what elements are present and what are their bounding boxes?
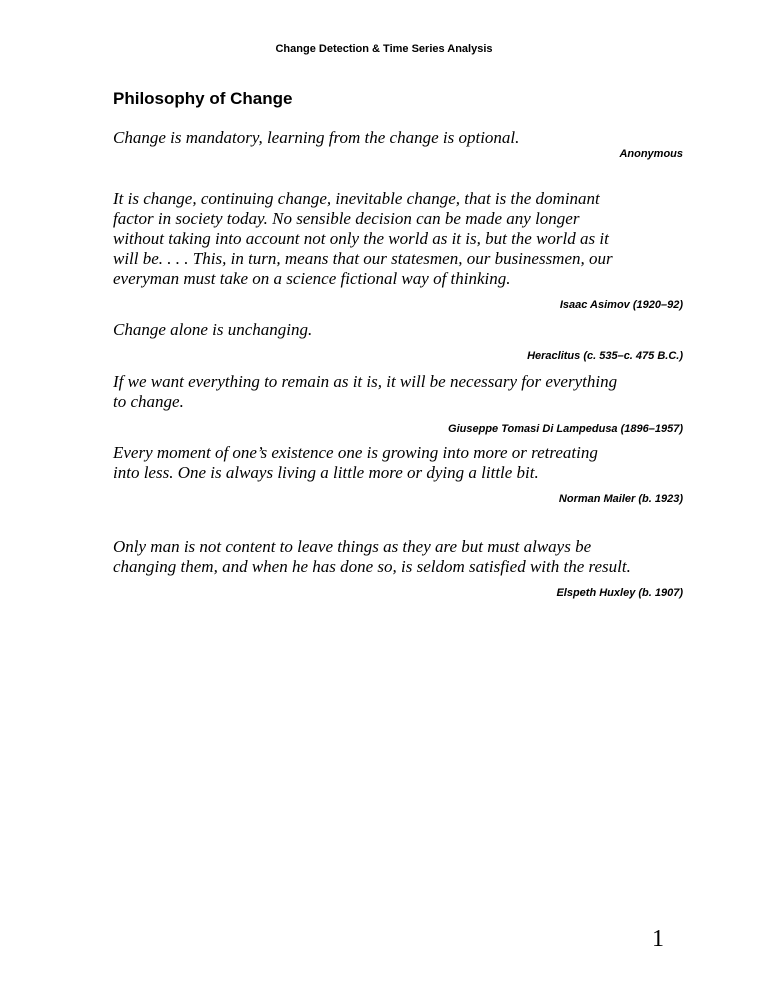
quote-1	[113, 128, 519, 148]
quote-author: Giuseppe Tomasi Di Lampedusa (1896–1957)	[448, 423, 683, 435]
quote-author: Anonymous	[619, 148, 683, 160]
quote-line: to change.	[113, 392, 184, 411]
quote-6	[113, 537, 631, 577]
quote-author: Elspeth Huxley (b. 1907)	[556, 587, 683, 599]
quote-4	[113, 372, 617, 412]
quote-line: will be. . . . This, in turn, means that our statesmen, our businessmen, our	[113, 249, 613, 268]
quote-3	[113, 320, 312, 340]
quote-5	[113, 443, 598, 483]
quote-line: into less. One is always living a little more or dying a little bit.	[113, 463, 539, 482]
quote-line: Change alone is unchanging.	[113, 320, 313, 339]
quote-line: factor in society today. No sensible decision can be made any longer	[113, 209, 580, 228]
quote-line: Only man is not content to leave things as they are but must always be	[113, 537, 592, 556]
quote-line: changing them, and when he has done so, is seldom satisfied with the result.	[113, 557, 631, 576]
quote-author: Heraclitus (c. 535–c. 475 B.C.)	[527, 350, 683, 362]
quote-line: everyman must take on a science fictional way of thinking.	[113, 269, 511, 288]
quote-line: It is change, continuing change, inevitable change, that is the dominant	[113, 189, 600, 208]
page-title: Philosophy of Change	[113, 89, 293, 108]
running-header: Change Detection & Time Series Analysis	[275, 43, 493, 55]
quote-author: Isaac Asimov (1920–92)	[559, 299, 683, 311]
page-number: 1	[652, 926, 664, 952]
quote-line: Change is mandatory, learning from the change is optional.	[113, 128, 520, 147]
quote-2	[113, 189, 613, 289]
quote-author: Norman Mailer (b. 1923)	[558, 493, 683, 505]
quote-line: without taking into account not only the world as it is, but the world as it	[113, 229, 609, 248]
quote-line: If we want everything to remain as it is, it will be necessary for everything	[113, 372, 618, 391]
quote-line: Every moment of one’s existence one is growing into more or retreating	[113, 443, 598, 462]
